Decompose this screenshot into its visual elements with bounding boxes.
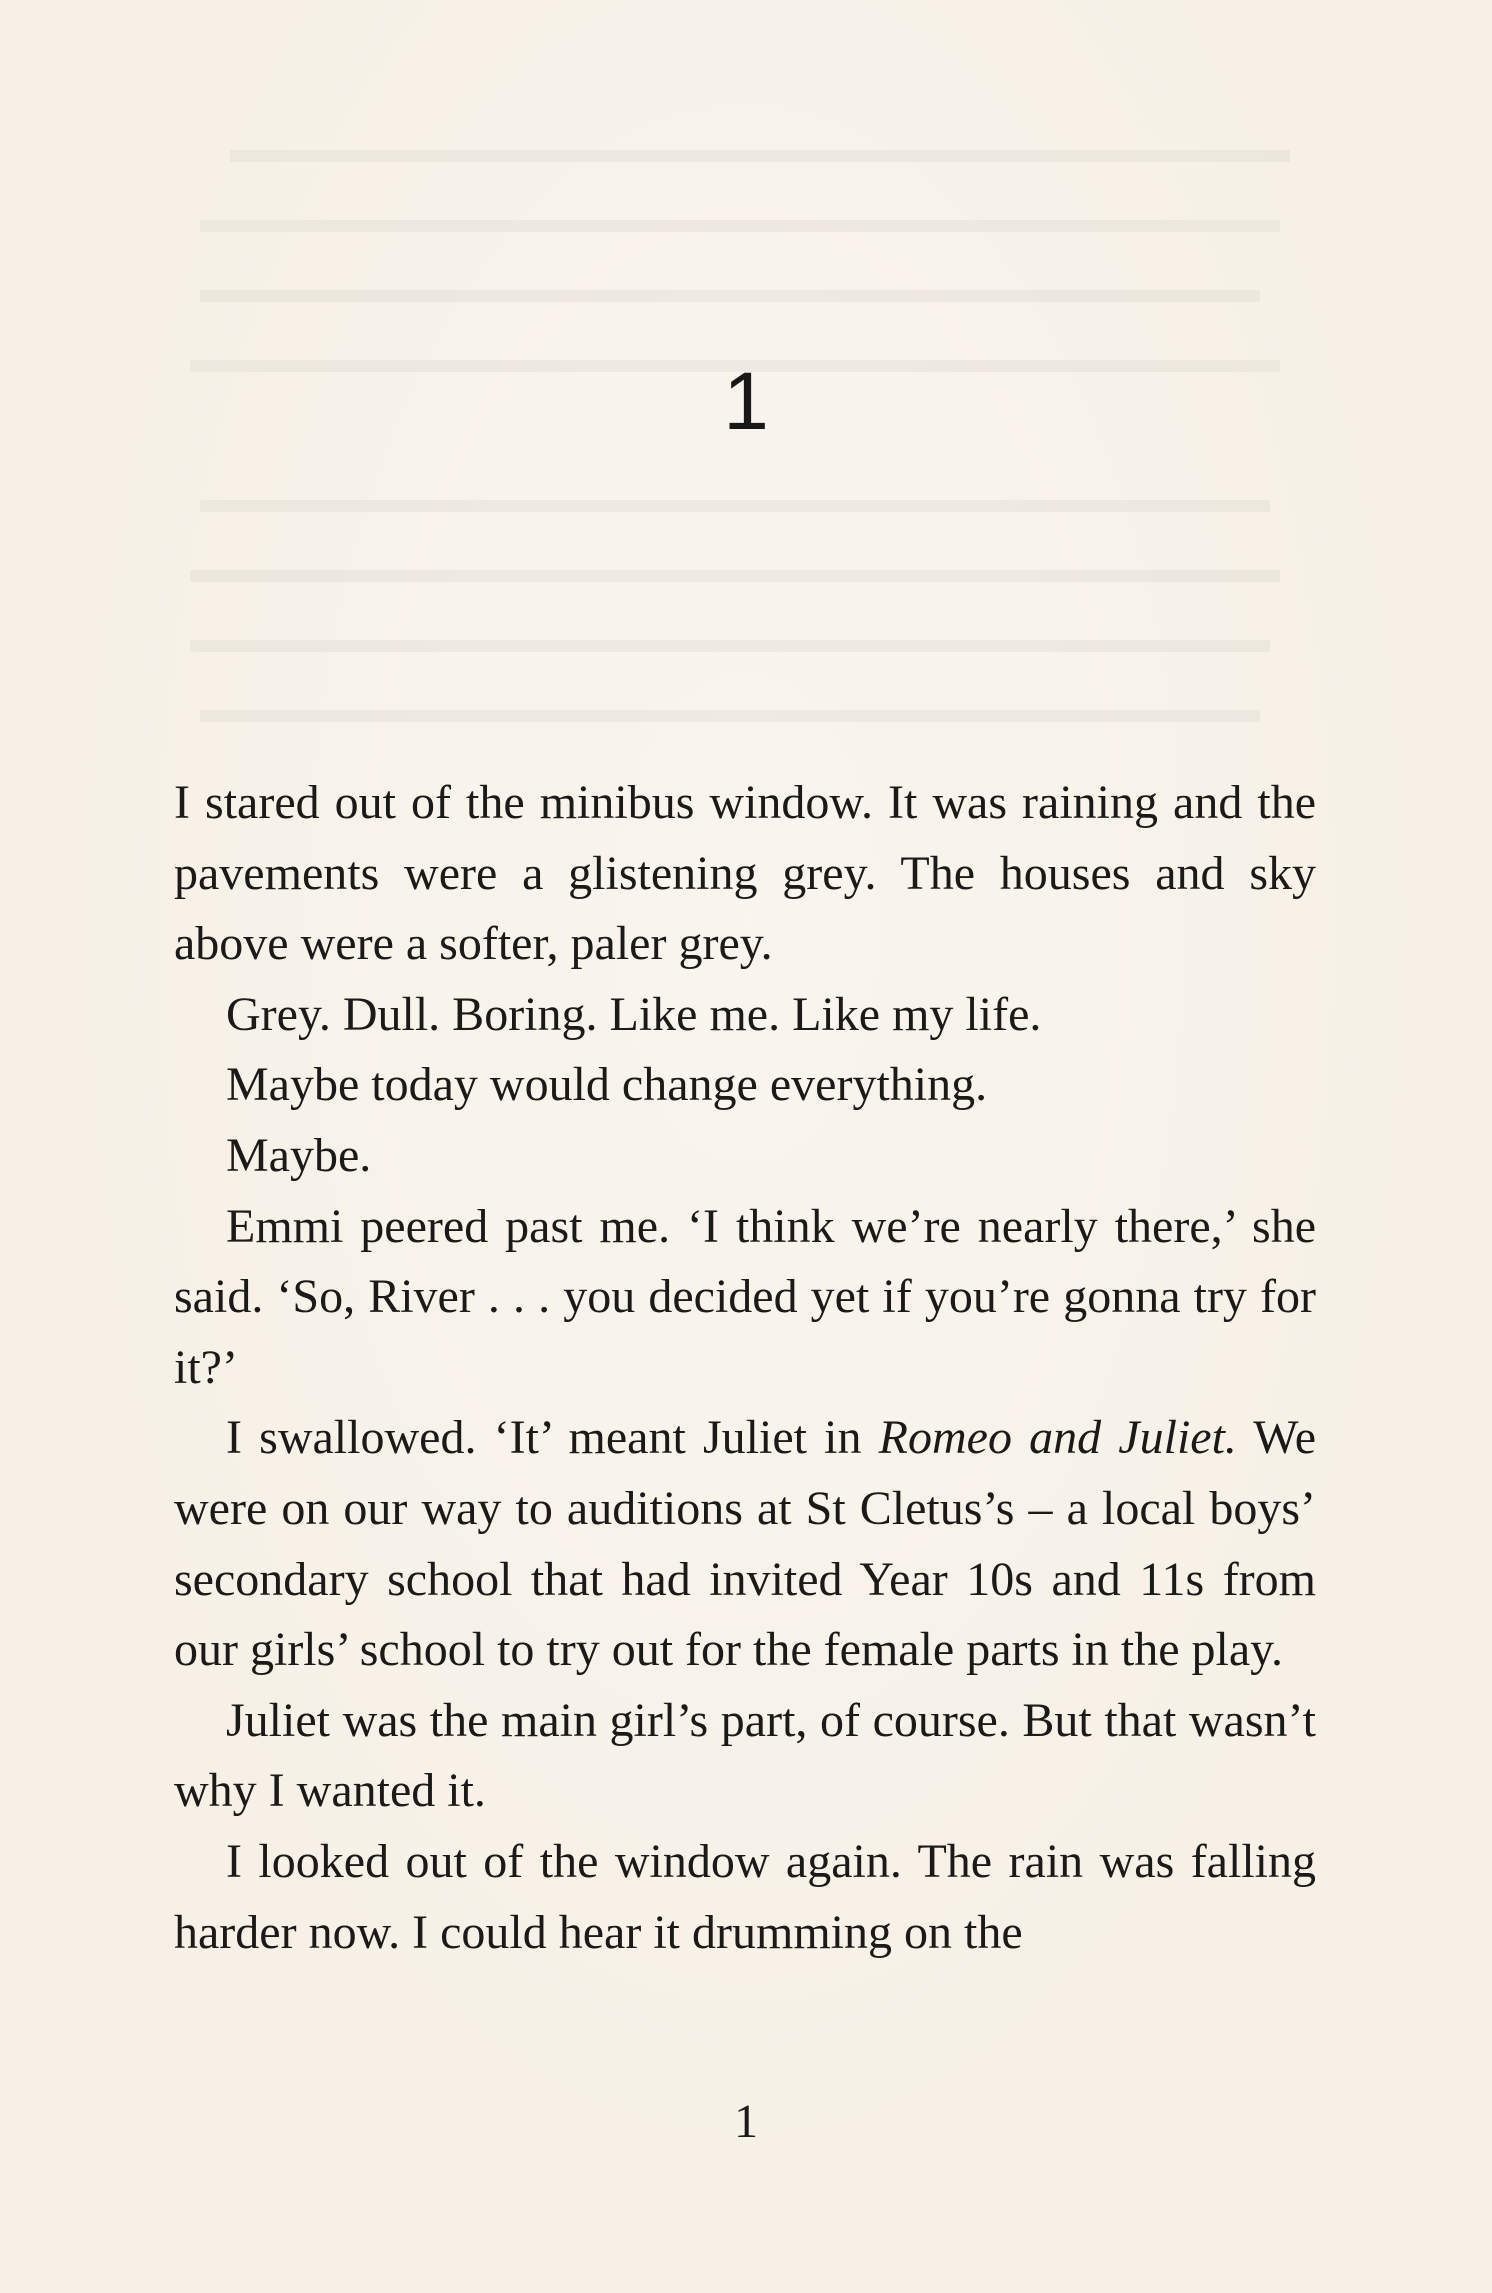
paragraph: Juliet was the main girl’s part, of course. But that wasn’t why I wanted it. [174, 1693, 1316, 1818]
body-text [174, 768, 1316, 1968]
paragraph: Maybe. [226, 1128, 372, 1182]
show-through-text [200, 500, 1270, 512]
page-number: 1 [734, 2095, 758, 2148]
paragraph-text: We were on our way to auditions at St Cletus’s – a local boys’ secondary school that had invited Year 10s and 11s from our girls’ school to try out for the female parts in the play. [174, 1411, 1317, 1677]
chapter-number: 1 [723, 356, 769, 447]
paragraph-text: I swallowed. ‘It’ meant Juliet in [226, 1411, 879, 1465]
show-through-text [230, 150, 1290, 162]
paragraph: I looked out of the window again. The rain was falling harder now. I could hear it drumming on the [174, 1834, 1316, 1959]
paragraph: Grey. Dull. Boring. Like me. Like my life. [226, 987, 1042, 1041]
show-through-text [200, 220, 1280, 232]
paragraph [174, 1403, 1316, 1685]
show-through-text [200, 710, 1260, 722]
show-through-text [190, 640, 1270, 652]
paragraph: I stared out of the minibus window. It was raining and the pavements were a glistening grey. The houses and sky above were a softer, paler grey. [174, 776, 1316, 971]
paragraph: Emmi peered past me. ‘I think we’re nearly there,’ she said. ‘So, River . . . you decided yet if you’re gonna try for it?’ [174, 1199, 1316, 1394]
show-through-text [200, 290, 1260, 302]
show-through-text [190, 570, 1280, 582]
play-title: Romeo and Juliet. [878, 1411, 1237, 1465]
paragraph: Maybe today would change everything. [226, 1058, 988, 1112]
